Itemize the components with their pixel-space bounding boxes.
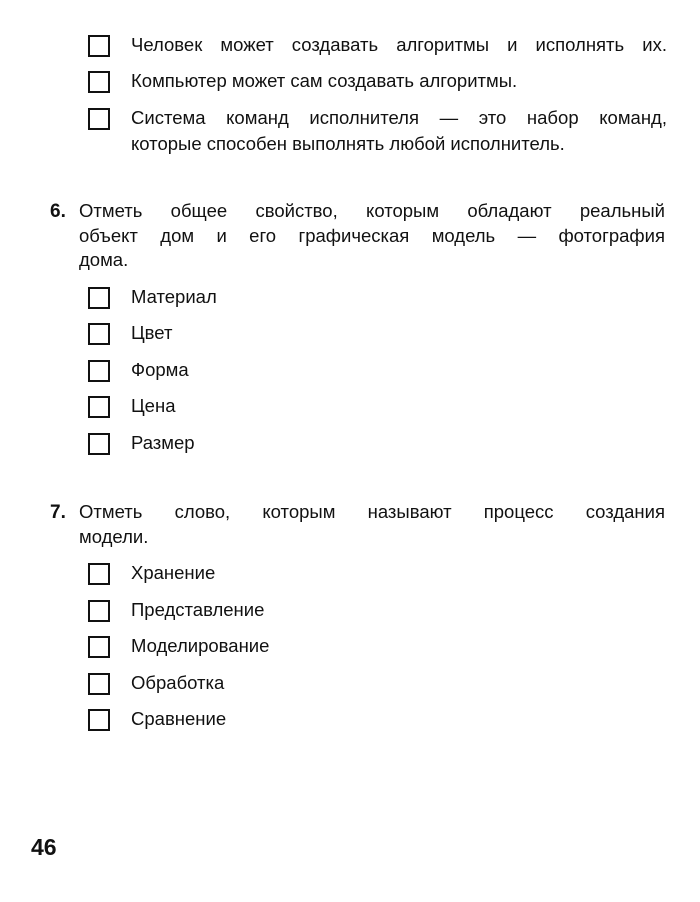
- option-label: Материал: [131, 286, 217, 307]
- option-label: Компьютер может сам создавать алгоритмы.: [131, 70, 518, 91]
- question-number: 6.: [50, 201, 66, 222]
- answer-checkbox[interactable]: [88, 563, 110, 585]
- option-label: Форма: [131, 359, 189, 380]
- option-label: Моделирование: [131, 635, 270, 656]
- answer-checkbox[interactable]: [88, 709, 110, 731]
- answer-checkbox[interactable]: [88, 673, 110, 695]
- option-label: Цвет: [131, 322, 173, 343]
- answer-checkbox[interactable]: [88, 287, 110, 309]
- option-label: Человек может создавать алгоритмы и исполнять их.: [131, 34, 667, 55]
- option-label: Сравнение: [131, 708, 227, 729]
- answer-checkbox[interactable]: [88, 600, 110, 622]
- option-label: Хранение: [131, 562, 216, 583]
- question-text: Отметь общее свойство, которым обладают реальный объект дом и его графическая модель — фотография дома.: [79, 200, 665, 270]
- answer-checkbox[interactable]: [88, 108, 110, 130]
- option-label: Обработка: [131, 672, 225, 693]
- option-label: Размер: [131, 432, 195, 453]
- answer-checkbox[interactable]: [88, 636, 110, 658]
- option-label: Система команд исполнителя — это набор команд, которые способен выполнять любой исполнитель.: [131, 107, 667, 154]
- question-number: 7.: [50, 502, 66, 523]
- option-label: Представление: [131, 599, 265, 620]
- answer-checkbox[interactable]: [88, 433, 110, 455]
- answer-checkbox[interactable]: [88, 323, 110, 345]
- option-label: Цена: [131, 395, 176, 416]
- answer-checkbox[interactable]: [88, 360, 110, 382]
- answer-checkbox[interactable]: [88, 71, 110, 93]
- page-number: 46: [31, 834, 57, 860]
- answer-checkbox[interactable]: [88, 396, 110, 418]
- question-text: Отметь слово, которым называют процесс создания модели.: [79, 501, 665, 547]
- answer-checkbox[interactable]: [88, 35, 110, 57]
